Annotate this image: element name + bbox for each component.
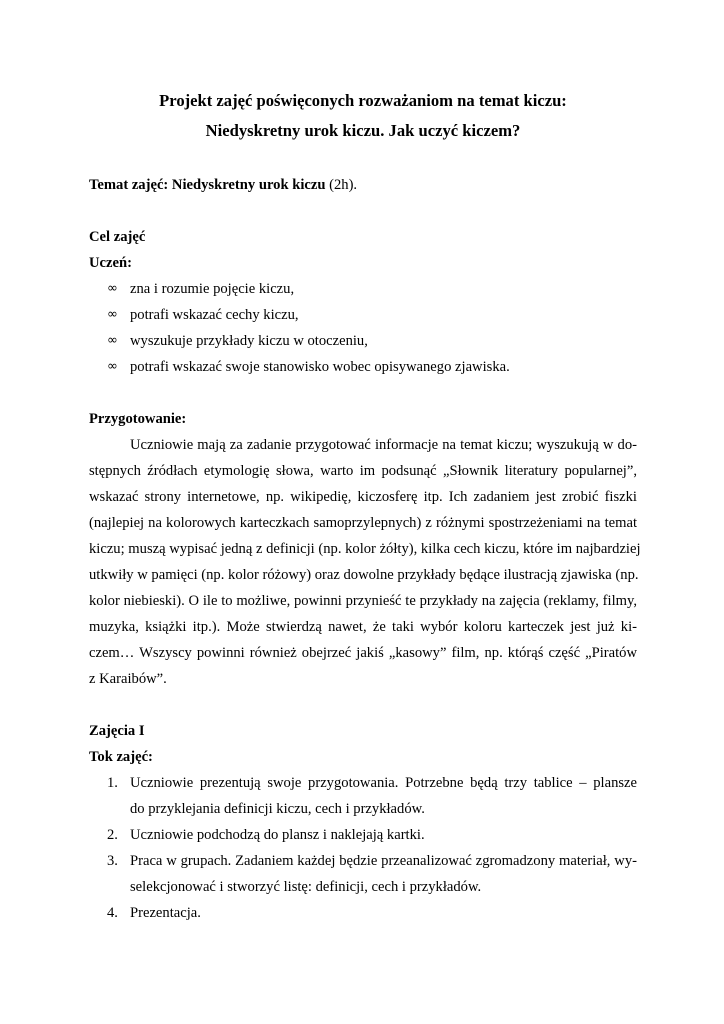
goal-text: potrafi wskazać swoje stanowisko wobec opisywanego zjawiska. xyxy=(130,359,510,375)
course-subheading: Tok zajęć: xyxy=(89,749,153,765)
goals-list xyxy=(89,276,637,380)
step-line: selekcjonować i stworzyć listę: definicji, cech i przykładów. xyxy=(130,879,482,895)
document-page xyxy=(89,86,641,926)
list-item xyxy=(89,354,637,380)
lesson-topic-label: Temat zajęć: Niedyskretny urok kiczu xyxy=(89,177,326,193)
step-number: 1. xyxy=(107,775,118,791)
infinity-bullet-icon: ∞ xyxy=(107,307,118,322)
list-item xyxy=(89,276,637,302)
student-subheading: Uczeń: xyxy=(89,255,132,271)
paragraph-line: (najlepiej na kolorowych karteczkach samoprzylepnych) z różnymi spostrzeżeniami na temat xyxy=(89,515,637,531)
step-line: Uczniowie podchodzą do plansz i naklejają kartki. xyxy=(130,827,425,843)
lesson-topic xyxy=(89,172,637,198)
step-number: 4. xyxy=(107,905,118,921)
step-line: do przyklejania definicji kiczu, cech i przykładów. xyxy=(130,801,425,817)
step-line: Prezentacja. xyxy=(130,905,201,921)
goals-heading: Cel zajęć xyxy=(89,229,146,245)
preparation-heading: Przygotowanie: xyxy=(89,411,187,427)
infinity-bullet-icon: ∞ xyxy=(107,281,118,296)
paragraph-line: stępnych źródłach etymologię słowa, warto im podsunąć „Słownik literatury popularnej”, xyxy=(89,463,637,479)
list-item xyxy=(89,900,637,926)
paragraph-line: kiczu; muszą wypisać jedną z definicji (np. kolor żółty), kilka cech kiczu, które im najbardziej xyxy=(89,541,641,557)
paragraph-line: kolor niebieski). O ile to możliwe, powinni przynieść te przykłady na zajęcia (reklamy, filmy, xyxy=(89,593,637,609)
document-title-line-2: Niedyskretny urok kiczu. Jak uczyć kiczem? xyxy=(205,121,521,140)
list-item xyxy=(89,302,637,328)
preparation-paragraph xyxy=(89,432,641,692)
lesson-topic-duration: (2h). xyxy=(325,177,358,193)
step-number: 2. xyxy=(107,827,118,843)
infinity-bullet-icon: ∞ xyxy=(107,333,118,348)
list-item xyxy=(89,328,637,354)
paragraph-line: wskazać strony internetowe, np. wikipedię, kiczosferę itp. Ich zadaniem jest zrobić fiszki xyxy=(89,489,637,505)
paragraph-line: muzyka, książki itp.). Może stwierdzą nawet, że taki wybór koloru karteczek jest już ki- xyxy=(89,619,637,635)
list-item xyxy=(89,848,637,900)
infinity-bullet-icon: ∞ xyxy=(107,359,118,374)
goal-text: zna i rozumie pojęcie kiczu, xyxy=(130,281,295,297)
paragraph-line: czem… Wszyscy powinni również obejrzeć jakiś „kasowy” film, np. którąś część „Piratów xyxy=(89,645,637,661)
paragraph-line: utkwiły w pamięci (np. kolor różowy) oraz dowolne przykłady będące ilustracją zjawiska (np. xyxy=(89,567,639,583)
list-item xyxy=(89,770,637,822)
session-heading: Zajęcia I xyxy=(89,723,145,739)
goal-text: potrafi wskazać cechy kiczu, xyxy=(130,307,299,323)
goal-text: wyszukuje przykłady kiczu w otoczeniu, xyxy=(130,333,368,349)
step-number: 3. xyxy=(107,853,118,869)
list-item xyxy=(89,822,637,848)
step-line: Uczniowie prezentują swoje przygotowania. Potrzebne będą trzy tablice – plansze xyxy=(130,775,637,791)
document-title-line-1: Projekt zajęć poświęconych rozważaniom na temat kiczu: xyxy=(159,91,567,110)
paragraph-line: Uczniowie mają za zadanie przygotować informacje na temat kiczu; wyszukują w do- xyxy=(130,437,637,453)
step-line: Praca w grupach. Zadaniem każdej będzie przeanalizować zgromadzony materiał, wy- xyxy=(130,853,637,869)
steps-list xyxy=(89,770,637,926)
paragraph-line: z Karaibów”. xyxy=(89,671,167,687)
